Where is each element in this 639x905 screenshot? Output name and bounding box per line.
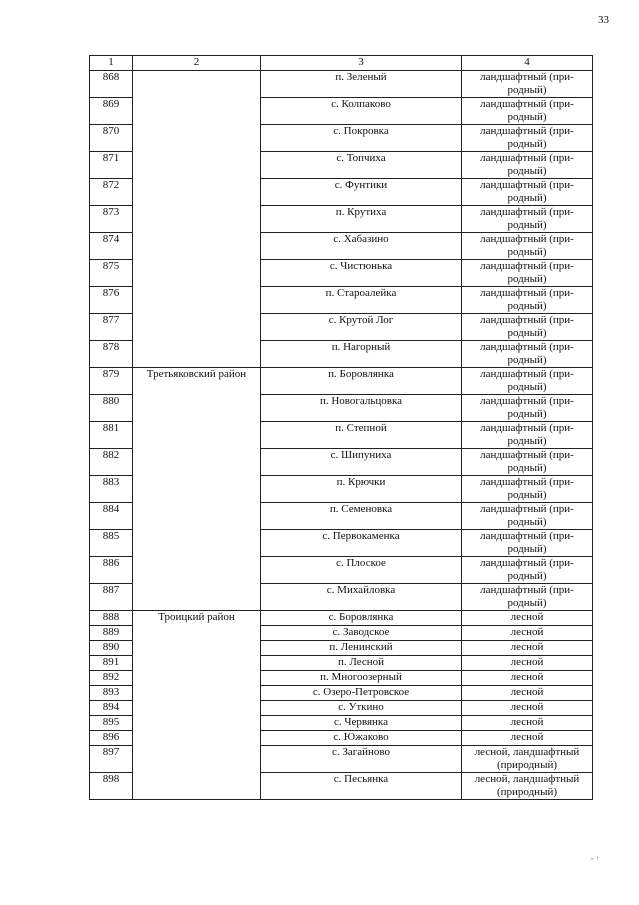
row-number-cell: 882 <box>90 449 133 476</box>
table-row <box>90 71 593 98</box>
row-number-cell: 897 <box>90 746 133 773</box>
settlement-cell: с. Крутой Лог <box>261 314 462 341</box>
settlement-cell: с. Хабазино <box>261 233 462 260</box>
settlement-cell: п. Староалейка <box>261 287 462 314</box>
type-cell: ландшафтный (при-родный) <box>462 125 593 152</box>
row-number-cell: 875 <box>90 260 133 287</box>
header-cell-col-2: 2 <box>133 56 261 71</box>
type-cell: ландшафтный (при-родный) <box>462 557 593 584</box>
row-number-cell: 880 <box>90 395 133 422</box>
header-row <box>90 56 593 71</box>
type-cell: ландшафтный (при-родный) <box>462 233 593 260</box>
settlement-cell: с. Уткино <box>261 701 462 716</box>
type-cell: ландшафтный (при-родный) <box>462 584 593 611</box>
row-number-cell: 881 <box>90 422 133 449</box>
header-cell-col-1: 1 <box>90 56 133 71</box>
row-number-cell: 871 <box>90 152 133 179</box>
row-number-cell: 885 <box>90 530 133 557</box>
row-number-cell: 891 <box>90 656 133 671</box>
type-cell: ландшафтный (при-родный) <box>462 287 593 314</box>
type-cell: ландшафтный (при-родный) <box>462 314 593 341</box>
type-cell: ландшафтный (при-родный) <box>462 476 593 503</box>
row-number-cell: 889 <box>90 626 133 641</box>
settlement-cell: п. Ленинский <box>261 641 462 656</box>
row-number-cell: 884 <box>90 503 133 530</box>
type-cell: ландшафтный (при-родный) <box>462 179 593 206</box>
settlement-cell: с. Чистюнька <box>261 260 462 287</box>
settlement-cell: с. Первокаменка <box>261 530 462 557</box>
type-cell: ландшафтный (при-родный) <box>462 260 593 287</box>
settlement-cell: с. Плоское <box>261 557 462 584</box>
type-cell: ландшафтный (при-родный) <box>462 368 593 395</box>
table-row <box>90 368 593 395</box>
type-cell: ландшафтный (при-родный) <box>462 152 593 179</box>
settlement-cell: п. Боровлянка <box>261 368 462 395</box>
settlement-cell: с. Заводское <box>261 626 462 641</box>
row-number-cell: 868 <box>90 71 133 98</box>
row-number-cell: 879 <box>90 368 133 395</box>
row-number-cell: 890 <box>90 641 133 656</box>
settlement-cell: п. Крутиха <box>261 206 462 233</box>
row-number-cell: 892 <box>90 671 133 686</box>
district-cell: Троицкий район <box>133 611 261 800</box>
type-cell: ландшафтный (при-родный) <box>462 449 593 476</box>
type-cell: ландшафтный (при-родный) <box>462 422 593 449</box>
settlement-cell: с. Загайново <box>261 746 462 773</box>
type-cell: лесной <box>462 656 593 671</box>
table-body <box>90 71 593 800</box>
settlement-cell: п. Нагорный <box>261 341 462 368</box>
settlement-cell: с. Шипуниха <box>261 449 462 476</box>
settlement-cell: п. Лесной <box>261 656 462 671</box>
registry-table <box>89 55 593 800</box>
header-cell-col-4: 4 <box>462 56 593 71</box>
settlement-cell: п. Новогальцовка <box>261 395 462 422</box>
settlement-cell: с. Топчиха <box>261 152 462 179</box>
type-cell: ландшафтный (при-родный) <box>462 530 593 557</box>
row-number-cell: 887 <box>90 584 133 611</box>
row-number-cell: 878 <box>90 341 133 368</box>
settlement-cell: с. Фунтики <box>261 179 462 206</box>
type-cell: ландшафтный (при-родный) <box>462 503 593 530</box>
row-number-cell: 893 <box>90 686 133 701</box>
type-cell: лесной <box>462 686 593 701</box>
row-number-cell: 870 <box>90 125 133 152</box>
row-number-cell: 869 <box>90 98 133 125</box>
type-cell: лесной <box>462 641 593 656</box>
settlement-cell: с. Песьянка <box>261 773 462 800</box>
row-number-cell: 898 <box>90 773 133 800</box>
settlement-cell: с. Боровлянка <box>261 611 462 626</box>
type-cell: лесной <box>462 671 593 686</box>
type-cell: лесной, ландшафтный (природный) <box>462 746 593 773</box>
settlement-cell: с. Червянка <box>261 716 462 731</box>
row-number-cell: 888 <box>90 611 133 626</box>
header-cell-col-3: 3 <box>261 56 462 71</box>
type-cell: лесной <box>462 611 593 626</box>
type-cell: ландшафтный (при-родный) <box>462 206 593 233</box>
type-cell: ландшафтный (при-родный) <box>462 341 593 368</box>
type-cell: ландшафтный (при-родный) <box>462 395 593 422</box>
type-cell: лесной, ландшафтный (природный) <box>462 773 593 800</box>
settlement-cell: п. Степной <box>261 422 462 449</box>
row-number-cell: 894 <box>90 701 133 716</box>
row-number-cell: 873 <box>90 206 133 233</box>
row-number-cell: 883 <box>90 476 133 503</box>
page-number: 33 <box>598 14 609 26</box>
settlement-cell: с. Южаково <box>261 731 462 746</box>
district-cell <box>133 71 261 368</box>
settlement-cell: п. Зеленый <box>261 71 462 98</box>
district-cell: Третьяковский район <box>133 368 261 611</box>
type-cell: ландшафтный (при-родный) <box>462 98 593 125</box>
type-cell: лесной <box>462 626 593 641</box>
type-cell: ландшафтный (при-родный) <box>462 71 593 98</box>
type-cell: лесной <box>462 716 593 731</box>
settlement-cell: с. Михайловка <box>261 584 462 611</box>
row-number-cell: 872 <box>90 179 133 206</box>
row-number-cell: 876 <box>90 287 133 314</box>
settlement-cell: с. Озеро-Петровское <box>261 686 462 701</box>
settlement-cell: п. Многоозерный <box>261 671 462 686</box>
scan-mark: ‑ · <box>590 853 599 863</box>
type-cell: лесной <box>462 701 593 716</box>
settlement-cell: п. Крючки <box>261 476 462 503</box>
settlement-cell: п. Семеновка <box>261 503 462 530</box>
row-number-cell: 877 <box>90 314 133 341</box>
row-number-cell: 886 <box>90 557 133 584</box>
row-number-cell: 896 <box>90 731 133 746</box>
row-number-cell: 895 <box>90 716 133 731</box>
table-row <box>90 611 593 626</box>
row-number-cell: 874 <box>90 233 133 260</box>
settlement-cell: с. Колпаково <box>261 98 462 125</box>
type-cell: лесной <box>462 731 593 746</box>
settlement-cell: с. Покровка <box>261 125 462 152</box>
